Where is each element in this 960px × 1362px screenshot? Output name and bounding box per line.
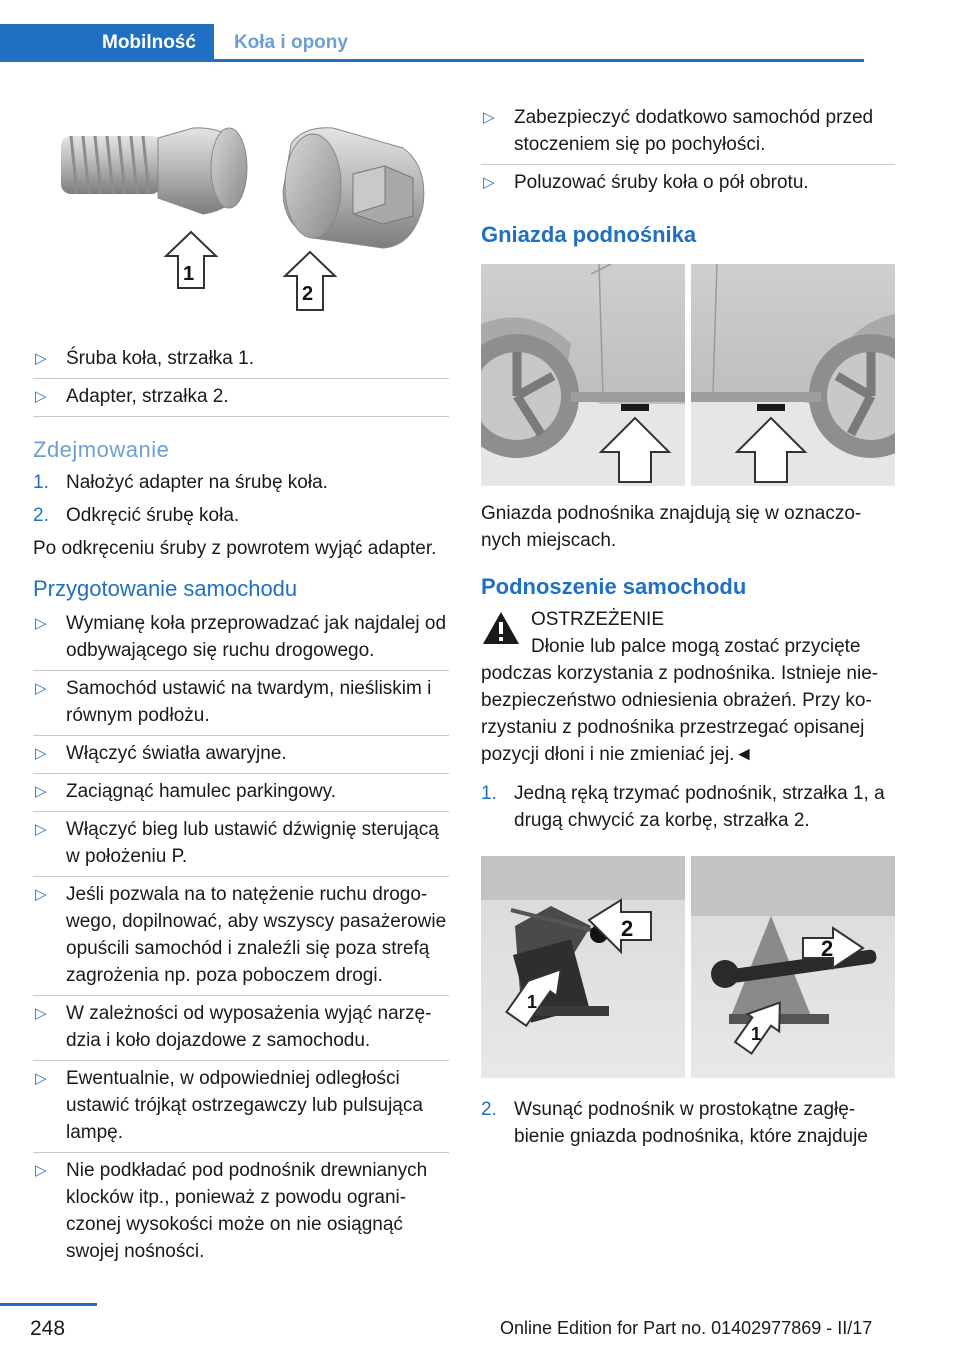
triangle-bullet-icon: ▷: [35, 1005, 47, 1022]
fig-label-1a: 1: [527, 992, 538, 1012]
step-item: 1. Nałożyć adapter na śrubę koła.: [33, 472, 328, 493]
page-number: 248: [30, 1317, 66, 1340]
section-heading-jack-points: Gniazda podnośnika: [481, 222, 697, 247]
list-item: ▷ W zależności od wyposażenia wyjąć narzędzia i koło dojazdowe z samochodu.: [33, 996, 449, 1061]
arrow-label-2: 2: [302, 283, 314, 305]
triangle-bullet-icon: ▷: [35, 680, 47, 697]
tab-mobilnosc[interactable]: Mobilność: [0, 24, 214, 62]
lifting-step-2: [481, 1094, 895, 1154]
jack-point-left-panel: [481, 264, 685, 486]
arrow-2: [285, 252, 335, 310]
triangle-bullet-icon: ▷: [35, 388, 47, 405]
tab-kola-i-opony[interactable]: Koła i opony: [214, 24, 864, 62]
footer-rule: [0, 1303, 97, 1306]
list-item: ▷ Adapter, strzałka 2.: [33, 379, 449, 417]
triangle-bullet-icon: ▷: [483, 109, 495, 126]
list-item: ▷ Zaciągnąć hamulec parkingowy.: [33, 774, 449, 812]
section-heading-preparation: Przygotowanie samochodu: [33, 576, 298, 601]
list-item: ▷ Nie podkładać pod podnośnik drewnianych klocków itp., ponieważ z powodu ograniczonej wysokości może on nie osiągnąć swojej nośności.: [33, 1153, 449, 1271]
warning-text: Dłonie lub palce mogą zostać przycięte podczas korzystania z podnośnika. Istnieje niebezpieczeństwo odniesienia obrażeń. Przy korzystaniu z podnośnika przestrzegać opisanej pozycji dłoni i nie zmieniać jej.◄: [481, 636, 879, 765]
arrow-label-1: 1: [183, 263, 195, 285]
bolt-thread: [61, 136, 161, 194]
section-heading-lifting: Podnoszenie samochodu: [481, 574, 747, 599]
list-item: ▷ Zabezpieczyć dodatkowo samochód przed stoczeniem się po pochyłości.: [481, 100, 895, 165]
step-item: 2. Odkręcić śrubę koła.: [33, 505, 240, 526]
jack-point-right-panel: [691, 264, 895, 486]
triangle-bullet-icon: ▷: [35, 783, 47, 800]
triangle-bullet-icon: ▷: [35, 1162, 47, 1179]
warning-box: [481, 606, 895, 768]
wheel-bolt-adapter-figure: [33, 96, 449, 328]
jack-points-paragraph: Gniazda podnośnika znajdują się w oznaczonych miejscach.: [481, 503, 862, 551]
list-item: ▷ Włączyć światła awaryjne.: [33, 736, 449, 774]
arrow-1: [166, 232, 216, 288]
triangle-bullet-icon: ▷: [35, 886, 47, 903]
triangle-bullet-icon: ▷: [35, 1070, 47, 1087]
left-column: [33, 96, 449, 1271]
fig-label-2b: 2: [821, 936, 834, 961]
list-item: ▷ Samochód ustawić na twardym, nieśliskim i równym podłożu.: [33, 671, 449, 736]
removal-steps: [33, 467, 449, 533]
triangle-bullet-icon: ▷: [35, 350, 47, 367]
edition-note: Online Edition for Part no. 01402977869 - II/17: [500, 1318, 873, 1338]
right-column: [481, 100, 895, 1154]
list-item: ▷ Poluzować śruby koła o pół obrotu.: [481, 165, 895, 202]
paragraph-after-removal: Po odkręceniu śruby z powrotem wyjąć adapter.: [33, 538, 437, 559]
list-item: ▷ Włączyć bieg lub ustawić dźwignię sterującą w położeniu P.: [33, 812, 449, 877]
list-item: ▷ Wymianę koła przeprowadzać jak najdalej od odbywającego się ruchu drogowego.: [33, 606, 449, 671]
figure-legend-list: [33, 341, 449, 417]
triangle-bullet-icon: ▷: [483, 174, 495, 191]
header-tabs: [0, 24, 864, 62]
step-item: 2. Wsunąć podnośnik w prostokątne zagłębienie gniazda podnośnika, które znajduje: [481, 1099, 868, 1147]
jack-points-figure: [481, 264, 895, 486]
warning-title: OSTRZEŻENIE: [531, 609, 665, 630]
triangle-bullet-icon: ▷: [35, 745, 47, 762]
triangle-bullet-icon: ▷: [35, 615, 47, 632]
warning-triangle-icon: [481, 610, 521, 646]
list-item: ▷ Ewentualnie, w odpowiedniej odległości ustawić trójkąt ostrzegawczy lub pulsująca lampę.: [33, 1061, 449, 1153]
list-item: ▷ Jeśli pozwala na to natężenie ruchu drogowego, dopilnować, aby wszyscy pasażerowie opuścili samochód i znaleźli się poza strefą zagrożenia np. poza poboczem drogi.: [33, 877, 449, 996]
step-item: 1. Jedną ręką trzymać podnośnik, strzałka 1, a drugą chwycić za korbę, strzałka 2.: [481, 783, 885, 831]
safety-list: [481, 100, 895, 202]
jack-handling-figure: [481, 856, 895, 1078]
section-heading-removal: Zdejmowanie: [33, 437, 170, 462]
lifting-step-1: [481, 778, 895, 838]
fig-label-1b: 1: [751, 1024, 762, 1044]
adapter: [283, 128, 424, 248]
fig-label-2a: 2: [621, 916, 634, 941]
preparation-list: [33, 606, 449, 1271]
triangle-bullet-icon: ▷: [35, 821, 47, 838]
list-item: ▷ Śruba koła, strzałka 1.: [33, 341, 449, 379]
